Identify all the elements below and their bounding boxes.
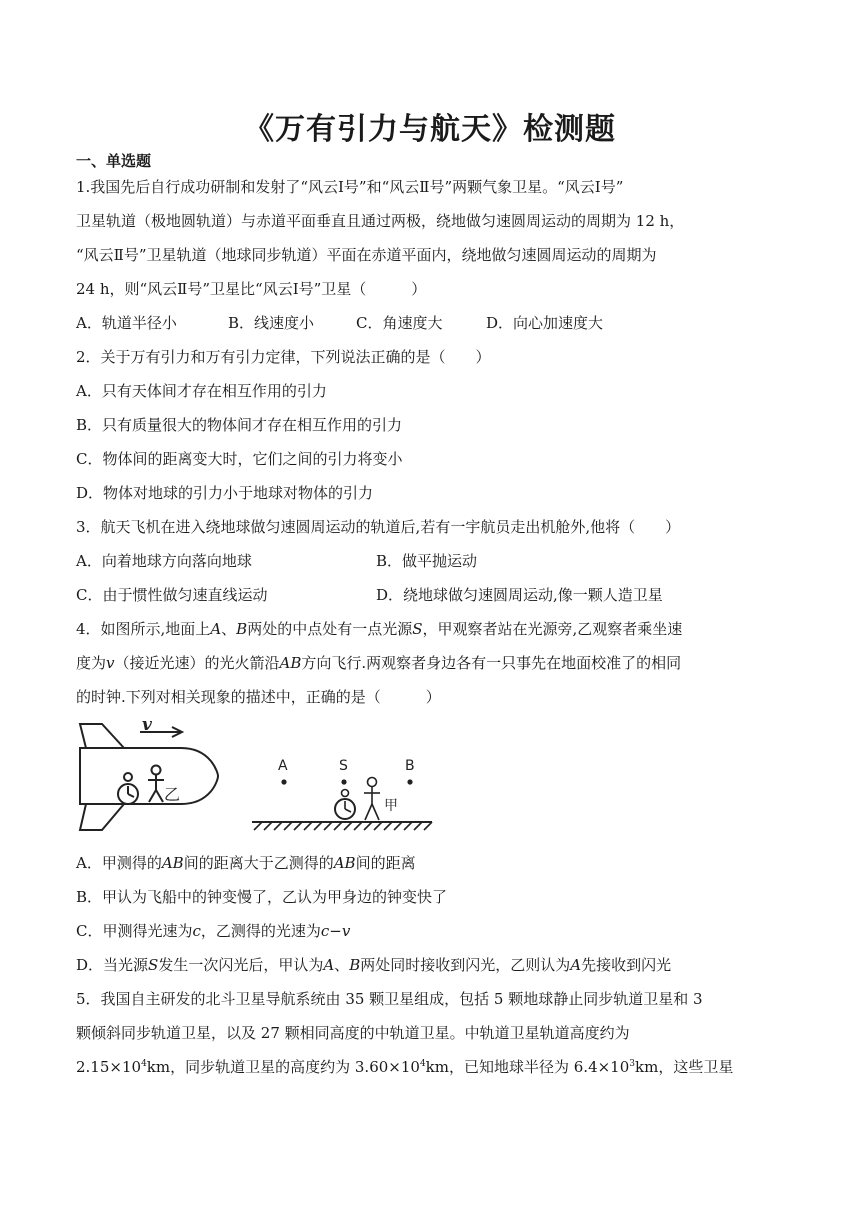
q3-stem: 3．航天飞机在进入绕地球做匀速圆周运动的轨道后,若有一宇航员走出机舱外,他将（ ） [76,518,681,536]
q2-option-d: D．物体对地球的引力小于地球对物体的引力 [76,484,374,502]
q2-option-a: A．只有天体间才存在相互作用的引力 [76,382,327,400]
point-b-dot [407,779,412,784]
section-heading: 一、单选题 [76,152,152,170]
q2-stem: 2．关于万有引力和万有引力定律，下列说法正确的是（ ） [76,348,491,366]
q5-line-3: $2.15\times 10^4km$，同步轨道卫星的高度约为 $3.60\times 10^4km$，已知地球半径为 $6.4\times 10^3km$，这些卫星 [76,1058,734,1076]
rocket-bottom-fin [80,804,124,830]
jia-label: 甲 [384,798,398,814]
q2-option-b: B．只有质量很大的物体间才存在相互作用的引力 [76,416,403,434]
q1-line-3: “风云Ⅱ号”卫星轨道（地球同步轨道）平面在赤道平面内，绕地做匀速圆周运动的周期为 [76,246,657,264]
q4-line-1: 4．如图所示,地面上A、B两处的中点处有一点光源S，甲观察者站在光源旁,乙观察者乘坐速 [76,620,683,638]
q1-options [76,312,603,334]
q3-option-c: C．由于惯性做匀速直线运动 [76,586,268,604]
q3-option-d: D．绕地球做匀速圆周运动,像一颗人造卫星 [376,586,663,604]
q1-option-a: A．轨道半径小 [76,314,177,332]
point-s-label: S [339,758,348,774]
q5-line-1: 5．我国自主研发的北斗卫星导航系统由 35 颗卫星组成，包括 5 颗地球静止同步轨道卫星和 3 [76,990,703,1008]
q4-option-a: A．甲测得的AB间的距离大于乙测得的AB间的距离 [76,854,416,872]
point-a-dot [281,779,286,784]
q3-options-row1 [76,550,477,572]
q1-option-b: B．线速度小 [228,314,315,332]
ground-figure [248,750,436,836]
q3-option-a: A．向着地球方向落向地球 [76,552,252,570]
point-b-label: B [405,758,415,774]
q4-option-b: B．甲认为飞船中的钟变慢了，乙认为甲身边的钟变快了 [76,888,448,906]
q4-line-2: 度为v（接近光速）的光火箭沿AB方向飞行.两观察者身边各有一只事先在地面校准了的相同 [76,654,682,672]
q1-line-2: 卫星轨道（极地圆轨道）与赤道平面垂直且通过两极，绕地做匀速圆周运动的周期为 12 h， [76,212,685,230]
point-s-dot [341,779,346,784]
rocket-figure [76,718,221,838]
page-title: 《万有引力与航天》检测题 [244,112,616,147]
ground-hatching [254,822,432,830]
observer-yi-head [152,766,161,775]
yi-label: 乙 [164,785,181,804]
point-a-label: A [278,758,288,774]
q1-option-c: C．角速度大 [356,314,443,332]
q1-line-4: 24 h，则“风云Ⅱ号”卫星比“风云Ⅰ号”卫星（ ） [76,280,427,298]
observer-jia-head [368,778,377,787]
q2-option-c: C．物体间的距离变大时，它们之间的引力将变小 [76,450,403,468]
q5-line-2: 颗倾斜同步轨道卫星，以及 27 颗相同高度的中轨道卫星。中轨道卫星轨道高度约为 [76,1024,630,1042]
q3-option-b: B．做平抛运动 [376,552,478,570]
rocket-body [80,748,218,804]
velocity-label: v [142,718,152,735]
q1-line-1: 1.我国先后自行成功研制和发射了“风云Ⅰ号”和“风云Ⅱ号”两颗气象卫星。“风云Ⅰ号” [76,178,624,196]
q4-option-c: C．甲测得光速为c，乙测得的光速为c−v [76,922,351,940]
q3-options-row2 [76,584,663,606]
rocket-top-fin [80,724,124,748]
q1-option-d: D．向心加速度大 [486,314,604,332]
q4-line-3: 的时钟.下列对相关现象的描述中，正确的是（ ） [76,688,441,706]
q4-option-d: D．当光源S发生一次闪光后，甲认为A、B两处同时接收到闪光，乙则认为A先接收到闪光 [76,956,672,974]
